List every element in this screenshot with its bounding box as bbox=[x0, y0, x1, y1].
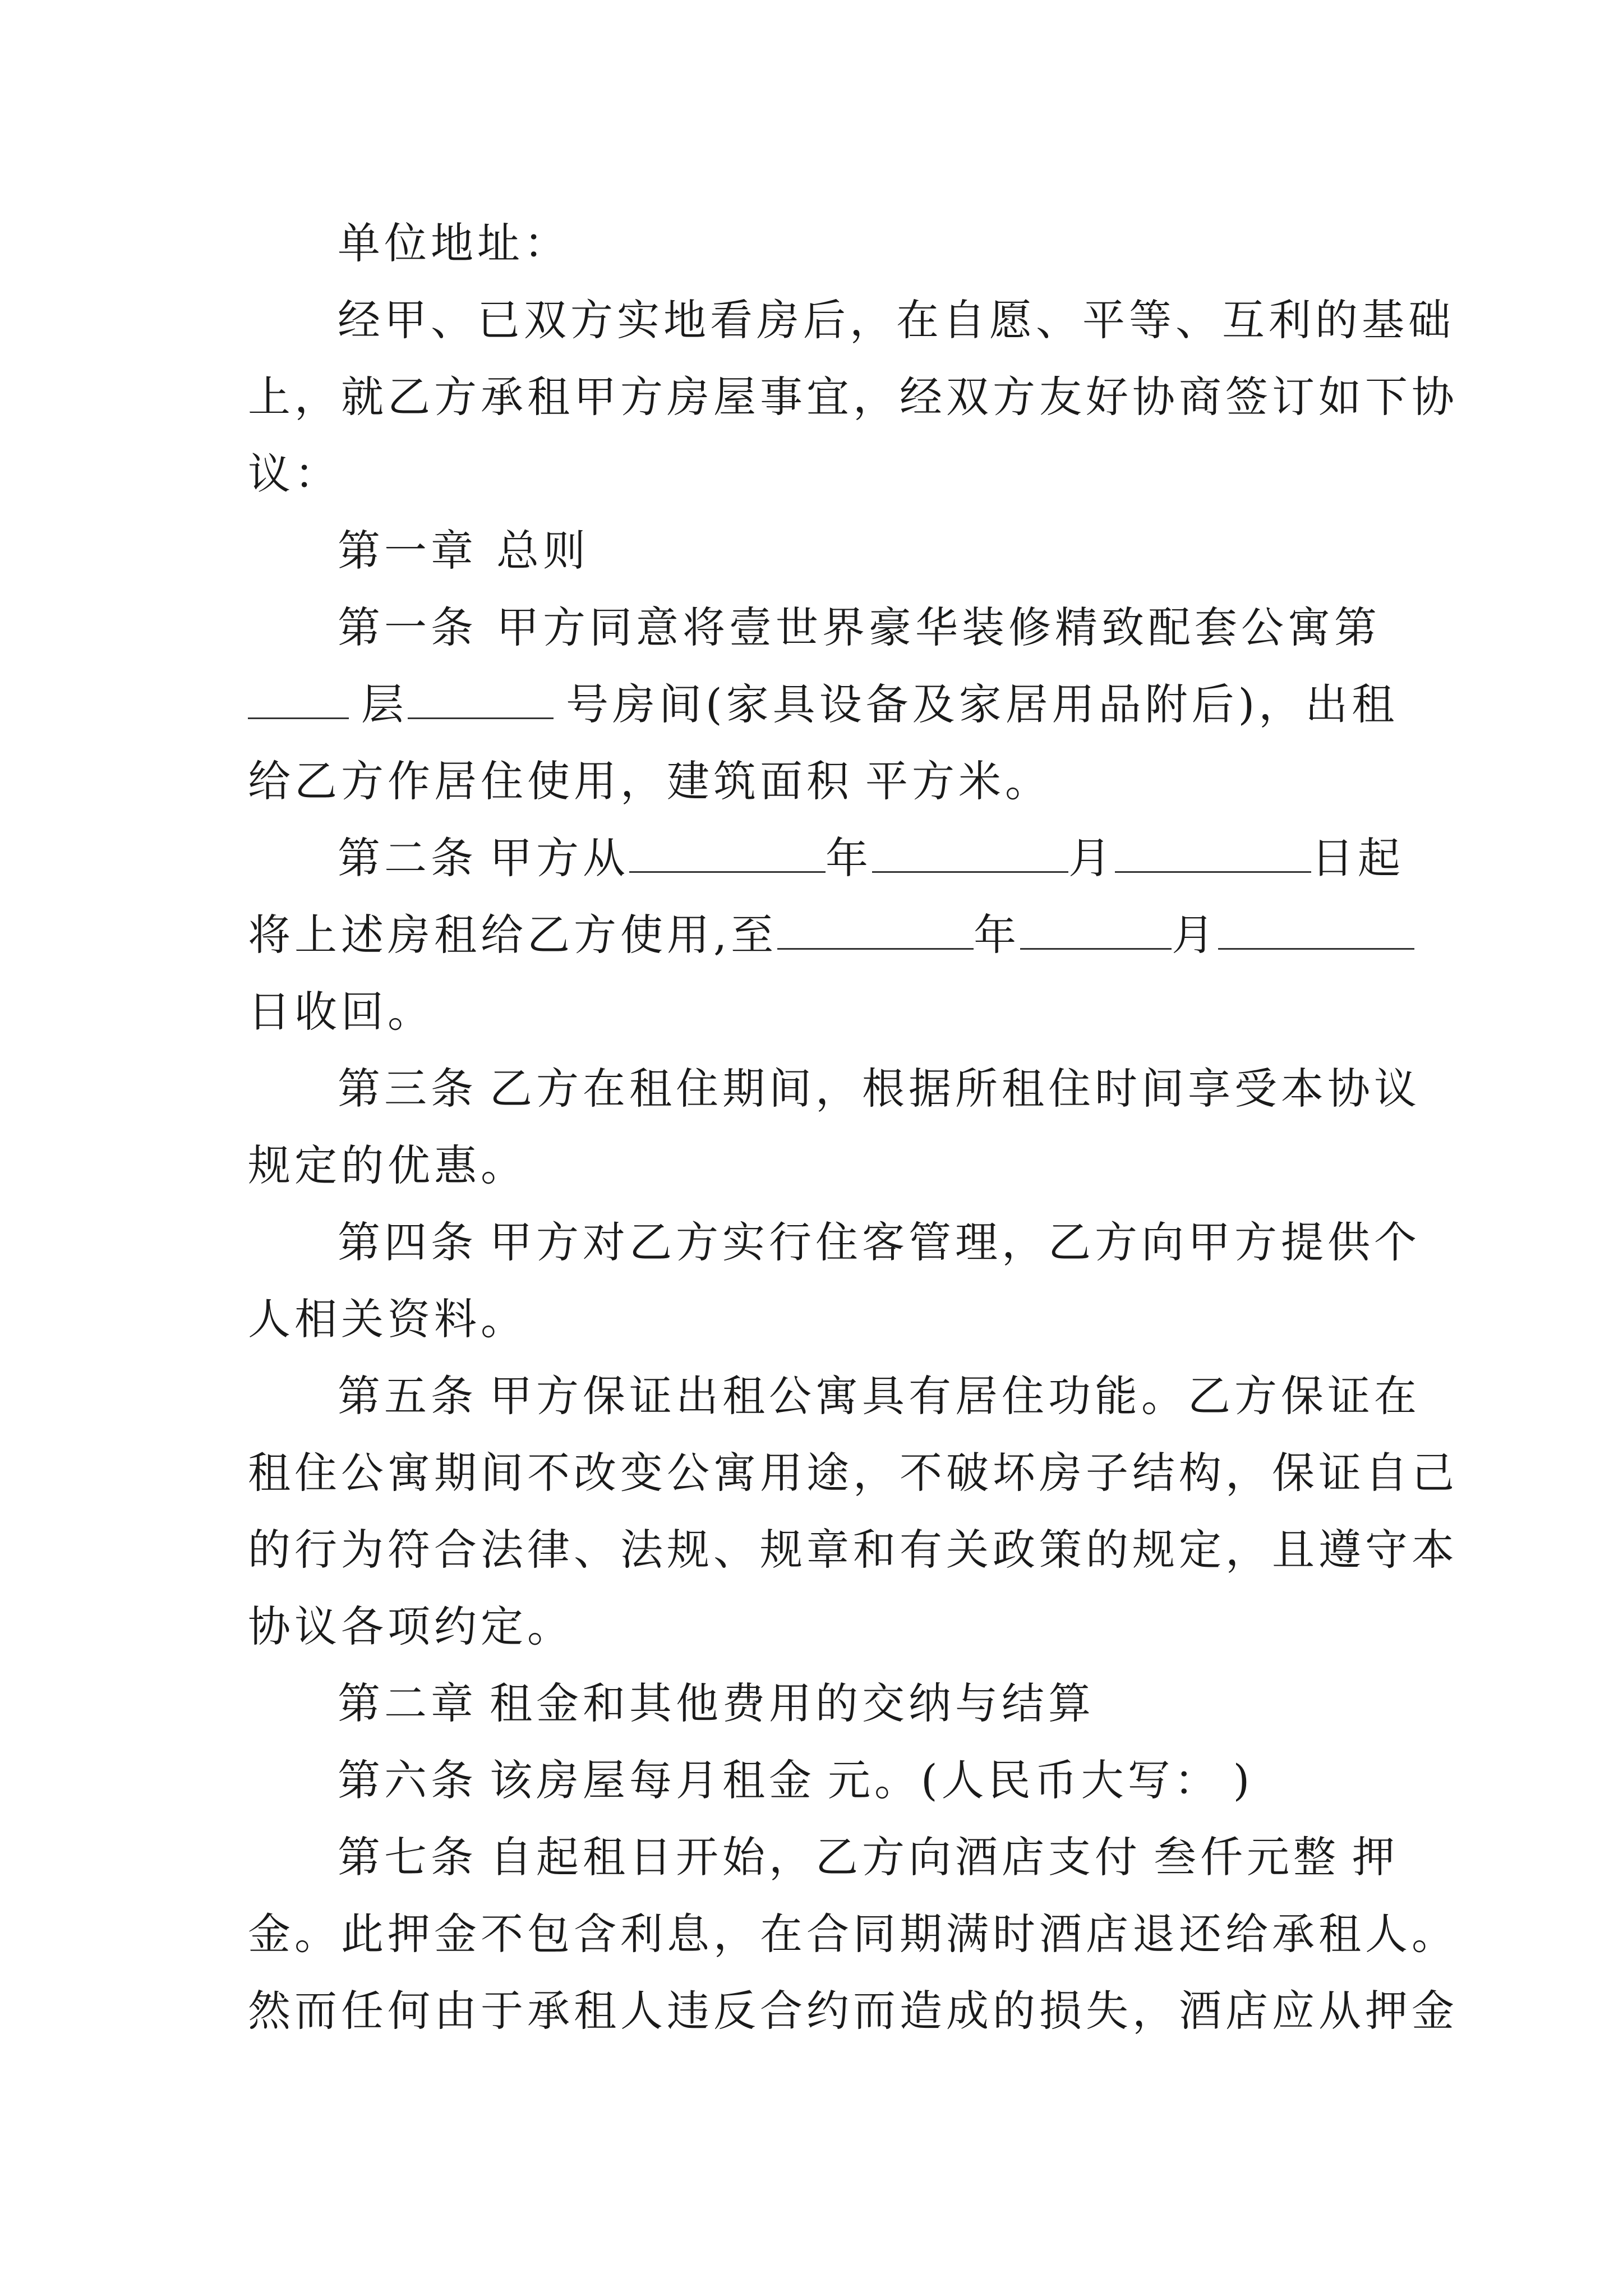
document-body bbox=[248, 205, 1458, 2049]
chapter-1-heading: 第一章 总则 bbox=[338, 526, 589, 576]
chapter-2-heading: 第二章 租金和其他费用的交纳与结算 bbox=[338, 1678, 1095, 1728]
article-1-line-2: 层 号房间(家具设备及家居用品附后)，出租 bbox=[248, 666, 1386, 743]
article-4-line-2: 人相关资料。 bbox=[248, 1294, 527, 1344]
end-month-blank bbox=[1020, 909, 1172, 950]
start-month-blank bbox=[872, 832, 1068, 873]
article-1-line-1: 第一条 甲方同意将壹世界豪华装修精致配套公寓第 bbox=[338, 602, 1381, 652]
article-2-line-3: 日收回。 bbox=[248, 987, 434, 1037]
article-1-line-3: 给乙方作居住使用，建筑面积 平方米。 bbox=[248, 756, 1052, 806]
article-2-line-2: 将上述房租给乙方使用,至 年 月 bbox=[248, 896, 1386, 973]
article-6-line-1: 第六条 该房屋每月租金 元。(人民币大写： ) bbox=[338, 1755, 1254, 1805]
room-blank bbox=[408, 678, 554, 719]
article-4-line-1: 第四条 甲方对乙方实行住客管理，乙方向甲方提供个 bbox=[338, 1217, 1421, 1267]
article-7-line-3: 然而任何由于承租人违反合约而造成的损失，酒店应从押金 bbox=[248, 1986, 1458, 2036]
floor-blank bbox=[248, 678, 349, 719]
line-preamble-3: 议： bbox=[248, 449, 341, 499]
article-7-line-1: 第七条 自起租日开始，乙方向酒店支付 叁仟元整 押 bbox=[338, 1832, 1399, 1882]
start-day-blank bbox=[1115, 832, 1311, 873]
article-2-line-1: 第二条 甲方从 年 月 日起 bbox=[338, 833, 1404, 883]
article-3-line-2: 规定的优惠。 bbox=[248, 1140, 527, 1190]
line-preamble-1: 经甲、已双方实地看房后，在自愿、平等、互利的基础 bbox=[338, 295, 1455, 345]
article-7-line-2: 金。此押金不包含利息，在合同期满时酒店退还给承租人。 bbox=[248, 1909, 1458, 1959]
end-day-blank bbox=[1218, 909, 1414, 950]
line-preamble-2: 上，就乙方承租甲方房屋事宜，经双方友好协商签订如下协 bbox=[248, 372, 1458, 422]
start-year-blank bbox=[629, 832, 826, 873]
article-5-line-3: 的行为符合法律、法规、规章和有关政策的规定，且遵守本 bbox=[248, 1525, 1458, 1575]
line-unit-address: 单位地址： bbox=[338, 218, 570, 268]
article-3-line-1: 第三条 乙方在租住期间，根据所租住时间享受本协议 bbox=[338, 1064, 1421, 1114]
article-5-line-4: 协议各项约定。 bbox=[248, 1602, 574, 1651]
end-year-blank bbox=[777, 909, 974, 950]
article-5-line-1: 第五条 甲方保证出租公寓具有居住功能。乙方保证在 bbox=[338, 1371, 1421, 1421]
article-5-line-2: 租住公寓期间不改变公寓用途，不破坏房子结构，保证自己 bbox=[248, 1448, 1458, 1498]
